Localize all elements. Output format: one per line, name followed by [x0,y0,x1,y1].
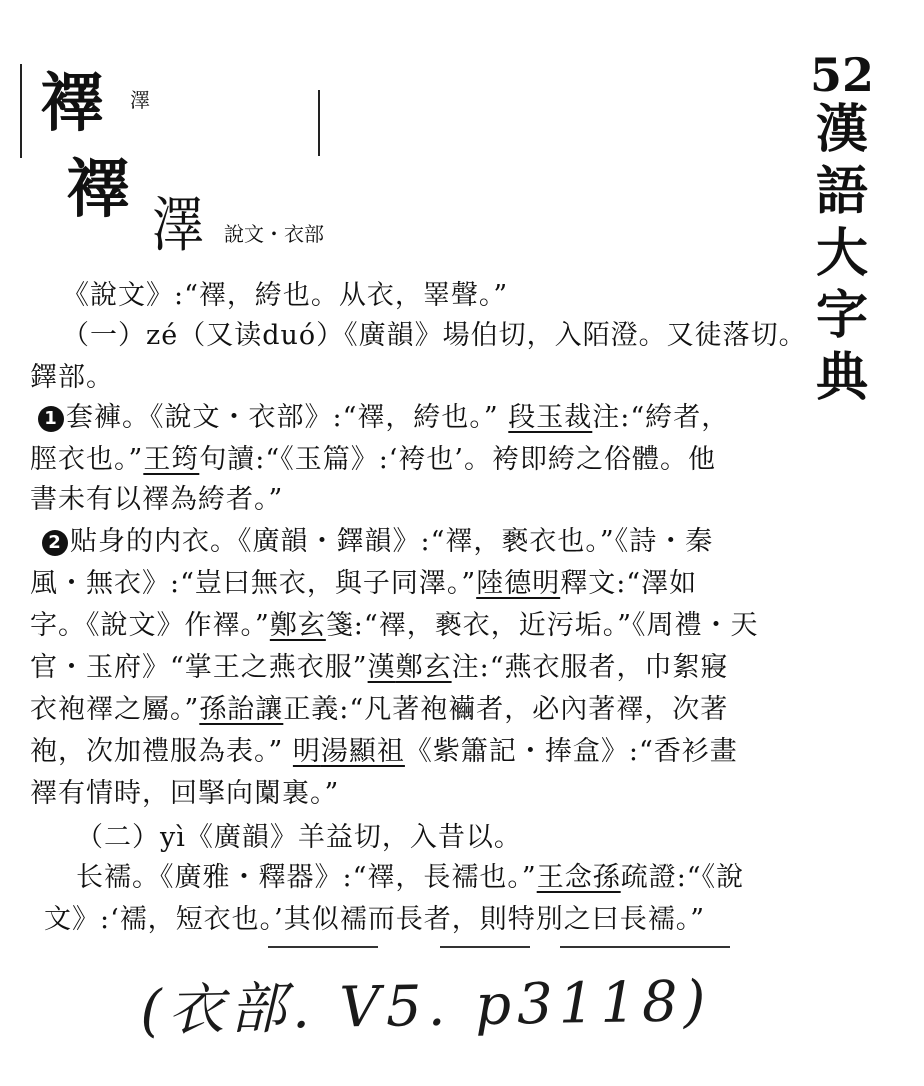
entry-line: 風・無衣》:“豈曰無衣，與子同澤。”陸德明釋文:“澤如 [30,568,698,599]
person-name: 孫詒讓 [199,694,284,725]
sense-number-badge: 1 [38,406,64,432]
entry-line: 官・玉府》“掌王之燕衣服”漢鄭玄注:“燕衣服者，巾絮寢 [30,652,729,683]
person-name: 王念孫 [536,862,621,893]
entry-line: （一）zé（又读duó）《廣韻》場伯切，入陌澄。又徒落切。 [62,320,807,351]
entry-line: 襗有情時，回掔向闑裏。” [30,778,340,809]
sense-1-line: 1 套褲。《說文・衣部》:“襗，絝也。” 段玉裁注:“絝者， [38,398,808,438]
entry-line: （二）yì《廣韻》羊益切，入昔以。 [76,822,522,853]
person-name: 鄭玄 [269,610,326,641]
title-char: 典 [815,347,868,408]
seal-script-glyph: 澤 [152,191,205,261]
person-name: 陸德明 [476,568,561,599]
entry-line: 《說文》:“襗，絝也。从衣，睪聲。” [62,280,509,311]
left-frame-line [20,64,22,158]
headword-traditional: 襗 [66,152,130,227]
entry-line: 衣袍襗之屬。”孫詒讓正義:“凡著袍襺者，必內著襗，次著 [30,694,729,725]
entry-line: 长襦。《廣雅・釋器》:“襗，長襦也。”王念孫疏證:“《說 [76,862,745,893]
sense-2-line: 2 贴身的内衣。《廣韻・鐸韻》:“襗，褻衣也。”《詩・秦 [42,522,812,562]
volume-number: 52 [810,48,875,102]
dictionary-title [812,100,872,410]
handwritten-note: (衣部. V5. p3118) [139,969,712,1044]
entry-line: 袍，次加禮服為表。” 明湯顯祖《紫簫記・捧盒》:“香衫畫 [30,736,738,767]
dynasty-name: 漢 [367,652,396,683]
entry-line: 脛衣也。”王筠句讀:“《玉篇》:‘袴也’。袴即絝之俗體。他 [30,444,716,475]
right-frame-line [318,90,320,156]
entry-line: 文》:‘襦，短衣也。’其似襦而長者，則特別之曰長襦。” [44,904,706,935]
entry-line: 字。《說文》作襗。”鄭玄箋:“襗，褻衣，近污垢。”《周禮・天 [30,610,759,641]
person-name: 段玉裁 [508,402,593,433]
cut-line [268,946,378,948]
seal-source: 說文・衣部 [224,222,324,246]
dynasty-name: 明 [292,736,321,767]
person-name: 湯顯祖 [320,736,405,767]
title-char: 漢 [815,99,868,160]
person-name: 王筠 [143,444,200,475]
title-char: 大 [815,223,868,284]
person-name: 鄭玄 [395,652,452,683]
cut-line [440,946,530,948]
headword-simplified-note: 澤 [130,88,150,112]
title-char: 語 [815,161,868,222]
headword-simplified: 襗 [40,66,104,141]
entry-line: 鐸部。 [30,362,114,393]
sense-number-badge: 2 [42,530,68,556]
cut-line [560,946,730,948]
entry-line: 書未有以襗為絝者。” [30,484,284,515]
title-char: 字 [815,285,868,346]
